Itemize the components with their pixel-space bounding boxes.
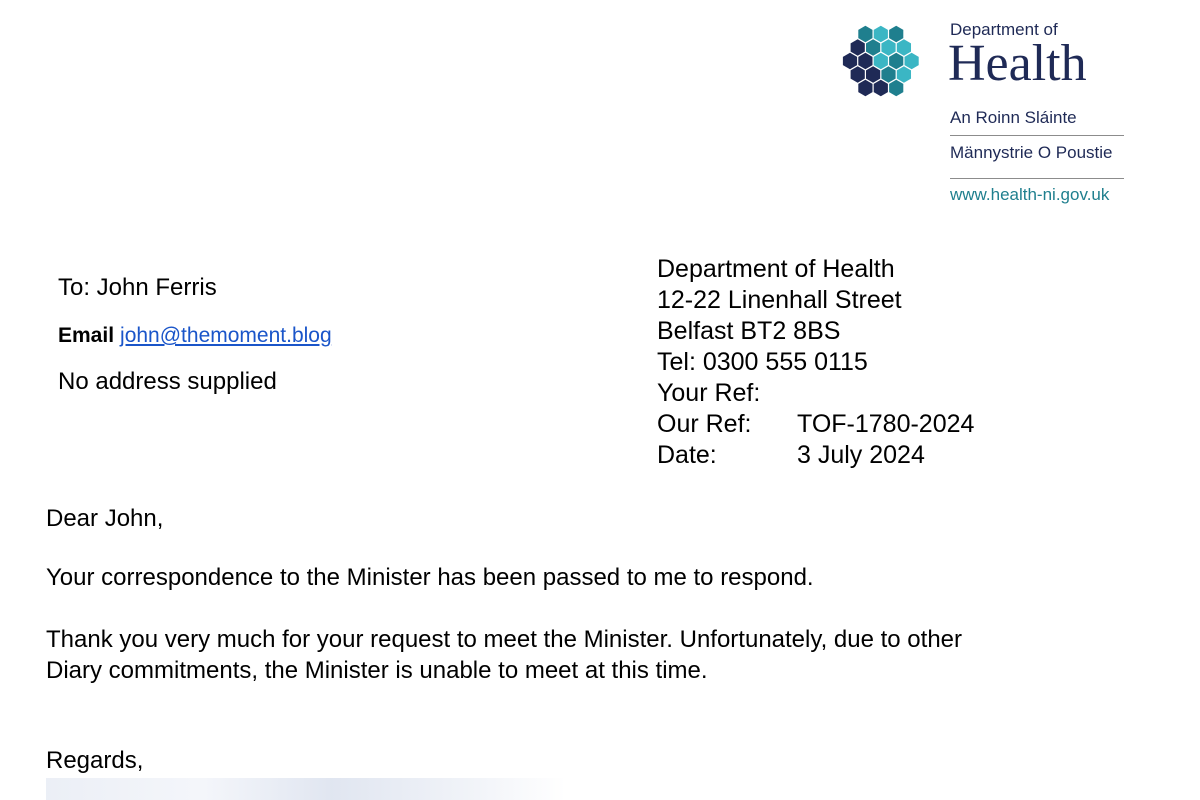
- logo-hexagon: [889, 80, 903, 96]
- sender-organisation: Department of Health: [657, 255, 895, 283]
- our-ref-label: Our Ref:: [657, 410, 752, 438]
- logo-hexagon: [889, 53, 903, 69]
- sender-city: Belfast BT2 8BS: [657, 317, 841, 345]
- department-of-health-logo: [838, 14, 1138, 214]
- email-label: Email: [58, 324, 115, 347]
- logo-ulster-scots-name: Männystrie O Poustie: [950, 143, 1113, 162]
- logo-hexagon: [874, 26, 888, 42]
- recipient-address: No address supplied: [58, 368, 277, 395]
- sign-off: Regards,: [46, 747, 144, 774]
- recipient-email-link[interactable]: john@themoment.blog: [120, 324, 332, 347]
- sender-telephone: Tel: 0300 555 0115: [657, 348, 868, 376]
- body-paragraph-2-line-1: Thank you very much for your request to meet the Minister. Unfortunately, due to other: [46, 626, 963, 653]
- our-ref-value: TOF-1780-2024: [797, 410, 975, 438]
- recipient-email-line: [58, 324, 332, 348]
- our-ref-line: [657, 409, 974, 440]
- date-line: [657, 440, 974, 471]
- logo-hexagon: [866, 39, 880, 55]
- your-ref-label: Your Ref:: [657, 379, 761, 407]
- recipient-name: To: John Ferris: [58, 274, 217, 301]
- logo-title: Health: [948, 35, 1087, 92]
- logo-pre-title: Department of: [950, 20, 1058, 39]
- salutation: Dear John,: [46, 505, 164, 532]
- logo-hexagon: [897, 39, 911, 55]
- date-label: Date:: [657, 441, 717, 469]
- logo-hexagon: [858, 26, 872, 42]
- logo-website[interactable]: www.health-ni.gov.uk: [950, 185, 1110, 204]
- body-paragraph-2: [46, 624, 1156, 686]
- logo-irish-name: An Roinn Sláinte: [950, 108, 1077, 127]
- logo-hexagon: [851, 66, 865, 82]
- body-paragraph-2-line-2: Diary commitments, the Minister is unable to meet at this time.: [46, 657, 708, 684]
- hexagon-cluster-logo-icon: [838, 20, 938, 120]
- sender-street: 12-22 Linenhall Street: [657, 286, 902, 314]
- logo-hexagon: [889, 26, 903, 42]
- logo-hexagon: [866, 66, 880, 82]
- date-value: 3 July 2024: [797, 441, 925, 469]
- body-paragraph-1: Your correspondence to the Minister has been passed to me to respond.: [46, 564, 814, 591]
- logo-hexagon: [858, 80, 872, 96]
- logo-divider: [950, 135, 1124, 136]
- logo-hexagon: [881, 39, 895, 55]
- logo-hexagon: [858, 53, 872, 69]
- logo-hexagon: [905, 53, 919, 69]
- sender-address-block: [657, 254, 974, 471]
- logo-hexagon: [843, 53, 857, 69]
- logo-hexagon: [874, 53, 888, 69]
- logo-hexagon: [881, 66, 895, 82]
- logo-hexagon: [897, 66, 911, 82]
- signature-image: [46, 778, 566, 800]
- logo-hexagon: [851, 39, 865, 55]
- logo-divider: [950, 178, 1124, 179]
- your-ref-line: [657, 378, 974, 409]
- logo-hexagon: [874, 80, 888, 96]
